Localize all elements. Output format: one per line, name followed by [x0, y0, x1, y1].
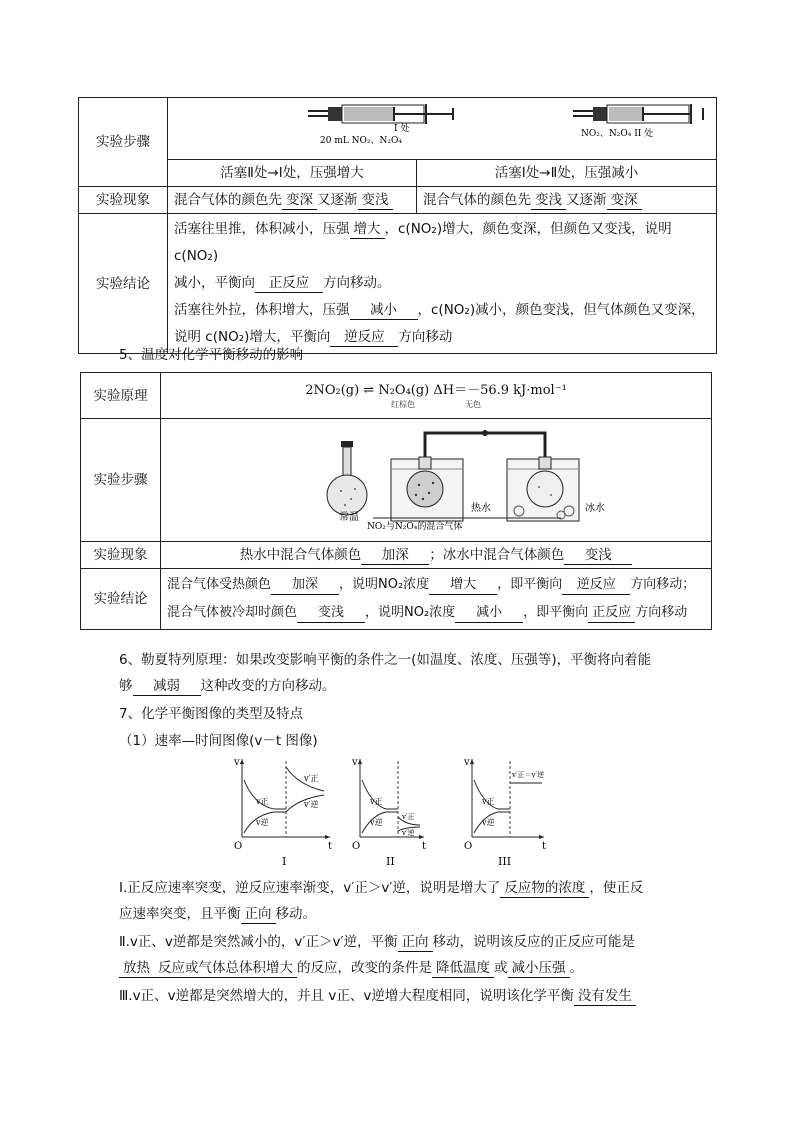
syringe-1-icon	[308, 104, 453, 124]
conclusion-text: 活塞往里推，体积减小，压强 增大 ，c(NO₂)增大，颜色变深，但颜色又变浅，说明 c(NO₂) 减小，平衡向 正反应 方向移动。 活塞往外拉，体积增大，压强 减小 ，c(NO₂)减小，颜色变浅，但气体颜色又变深， 说明 c(NO₂)增大，平衡向 逆反应 方向移动	[168, 214, 717, 354]
step-right: 活塞Ⅰ处→Ⅱ处，压强减小	[417, 160, 717, 187]
row-label-conclusion: 实验结论	[79, 214, 168, 354]
step-left: 活塞Ⅱ处→Ⅰ处，压强增大	[168, 160, 417, 187]
graph-III	[463, 757, 546, 868]
label-mixture: NO₂与N₂O₄的混合气体	[367, 522, 463, 532]
paragraph-III-line1: Ⅲ.v正、v逆都是突然增大的，并且 v正、v逆增大程度相同，说明该化学平衡 没有发生	[119, 986, 636, 1006]
paragraph-I-line1: Ⅰ.正反应速率突变，逆反应速率渐变，v′正＞v′逆，说明是增大了 反应物的浓度 ，使正反	[119, 880, 644, 896]
temperature-table	[80, 372, 712, 630]
hot-water-beaker-icon	[391, 457, 463, 521]
svg-text:v′正: v′正	[402, 813, 415, 821]
answer-blank: 正反应	[255, 274, 323, 293]
svg-text:v正: v正	[256, 797, 269, 806]
svg-text:t: t	[542, 841, 547, 852]
svg-text:v逆: v逆	[482, 818, 495, 827]
svg-text:v: v	[464, 757, 470, 768]
svg-text:III: III	[498, 855, 512, 868]
svg-text:v′正＝v′逆: v′正＝v′逆	[512, 771, 545, 779]
ice-water-beaker-icon	[507, 457, 579, 521]
section-7-title: 7、化学平衡图像的类型及特点	[119, 706, 304, 722]
temperature-conclusion: 混合气体受热颜色 加深 ，说明NO₂浓度 增大 ，即平衡向 逆反应 方向移动； 混合气体被冷却时颜色 变浅 ，说明NO₂浓度 减小 ，即平衡向 正反应 方向移动	[161, 569, 712, 630]
answer-blank: 增大	[429, 576, 497, 595]
valve-icon	[482, 430, 488, 436]
label-ice-water: 冰水	[585, 503, 605, 514]
answer-blank: 加深	[361, 546, 429, 565]
svg-text:t: t	[328, 841, 333, 852]
answer-blank: 降低温度	[432, 959, 494, 978]
svg-text:II: II	[386, 855, 395, 868]
graph-I	[233, 757, 332, 868]
phenomenon-left: 混合气体的颜色先 变深 又逐渐 变浅	[168, 187, 417, 214]
principle-6-line2: 够 减弱 这种改变的方向移动。	[119, 678, 336, 694]
paragraph-II-line2: 放热 反应或气体总体积增大 的反应，改变的条件是 降低温度 或 减小压强 。	[119, 958, 583, 978]
row-label-conclusion-2: 实验结论	[81, 569, 161, 630]
svg-text:t: t	[422, 841, 427, 852]
section-5-title: 5、温度对化学平衡移动的影响	[119, 347, 304, 363]
svg-text:v正: v正	[482, 797, 495, 806]
svg-text:v′逆: v′逆	[402, 829, 415, 837]
row-label-phenomenon-2: 实验现象	[81, 542, 161, 569]
phenomenon-right: 混合气体的颜色先 变浅 又逐渐 变深	[417, 187, 717, 214]
rate-time-graphs	[228, 755, 558, 870]
svg-text:I: I	[282, 855, 287, 868]
svg-text:v逆: v逆	[370, 818, 383, 827]
flask-diagram-cell	[161, 419, 712, 542]
answer-blank: 没有发生	[574, 987, 636, 1006]
row-label-phenomenon: 实验现象	[79, 187, 168, 214]
answer-blank: 加深	[271, 576, 339, 595]
answer-blank: 减小压强	[508, 959, 570, 978]
row-label-steps-2: 实验步骤	[81, 419, 161, 542]
answer-blank: 变深	[607, 191, 642, 210]
answer-blank: 变浅	[358, 191, 393, 210]
svg-text:O: O	[352, 841, 361, 852]
answer-blank: 逆反应	[562, 576, 630, 595]
svg-text:v逆: v逆	[256, 818, 269, 827]
syringe-2-icon	[573, 104, 703, 124]
svg-text:v: v	[352, 757, 358, 768]
answer-blank: 逆反应	[330, 328, 398, 347]
answer-blank: 变浅	[297, 604, 365, 623]
answer-blank: 减小	[455, 604, 523, 623]
paragraph-II-line1: Ⅱ.v正、v逆都是突然减小的，v′正＞v′逆，平衡 正向 移动，说明该反应的正反应可能是	[119, 934, 636, 950]
svg-text:v正: v正	[370, 797, 383, 806]
answer-blank: 正向	[398, 933, 433, 952]
svg-text:v′正: v′正	[304, 774, 319, 783]
syringe-diagram	[168, 98, 716, 150]
svg-text:v′逆: v′逆	[304, 800, 319, 809]
answer-blank: 变深	[282, 191, 317, 210]
answer-blank: 正向	[241, 905, 276, 924]
answer-blank: 减小	[350, 301, 418, 320]
answer-blank: 正反应	[588, 604, 635, 623]
temperature-phenomenon: 热水中混合气体颜色 加深 ；冰水中混合气体颜色 变浅	[161, 542, 712, 569]
section-7-subtitle: （1）速率—时间图像(v－t 图像)	[119, 733, 318, 749]
answer-blank: 反应物的浓度	[500, 879, 589, 898]
answer-blank: 反应或气体总体积增大	[154, 959, 297, 978]
row-label-steps: 实验步骤	[79, 98, 168, 187]
syringe-1-label: 20 mL NO₂、N₂O₄	[320, 136, 403, 146]
syringe-1-mark: I 处	[394, 124, 410, 134]
graph-II	[351, 757, 426, 868]
flask-normal-icon	[327, 441, 367, 515]
answer-blank: 增大	[350, 220, 385, 239]
label-hot-water: 热水	[471, 503, 491, 514]
answer-blank: 放热	[119, 959, 154, 978]
syringe-diagram-cell	[168, 98, 717, 160]
pressure-table	[78, 97, 717, 354]
svg-text:v: v	[234, 757, 240, 768]
row-label-principle: 实验原理	[81, 373, 161, 419]
syringe-2-label: NO₂、N₂O₄ II 处	[581, 129, 654, 139]
svg-text:O: O	[464, 841, 473, 852]
label-normal-temp: 常温	[339, 512, 359, 523]
answer-blank: 变浅	[531, 191, 566, 210]
principle-equation: 2NO₂(g) ⇌ N₂O₄(g) ΔH＝－56.9 kJ·mol⁻¹ 红棕色 无色	[161, 373, 712, 419]
flask-diagram	[161, 419, 711, 532]
answer-blank: 减弱	[133, 677, 201, 696]
svg-text:O: O	[234, 841, 243, 852]
answer-blank: 变浅	[564, 546, 632, 565]
principle-6-line1: 6、勒夏特列原理：如果改变影响平衡的条件之一(如温度、浓度、压强等)，平衡将向着能	[119, 652, 652, 668]
paragraph-I-line2: 应速率突变，且平衡 正向 移动。	[119, 906, 316, 922]
